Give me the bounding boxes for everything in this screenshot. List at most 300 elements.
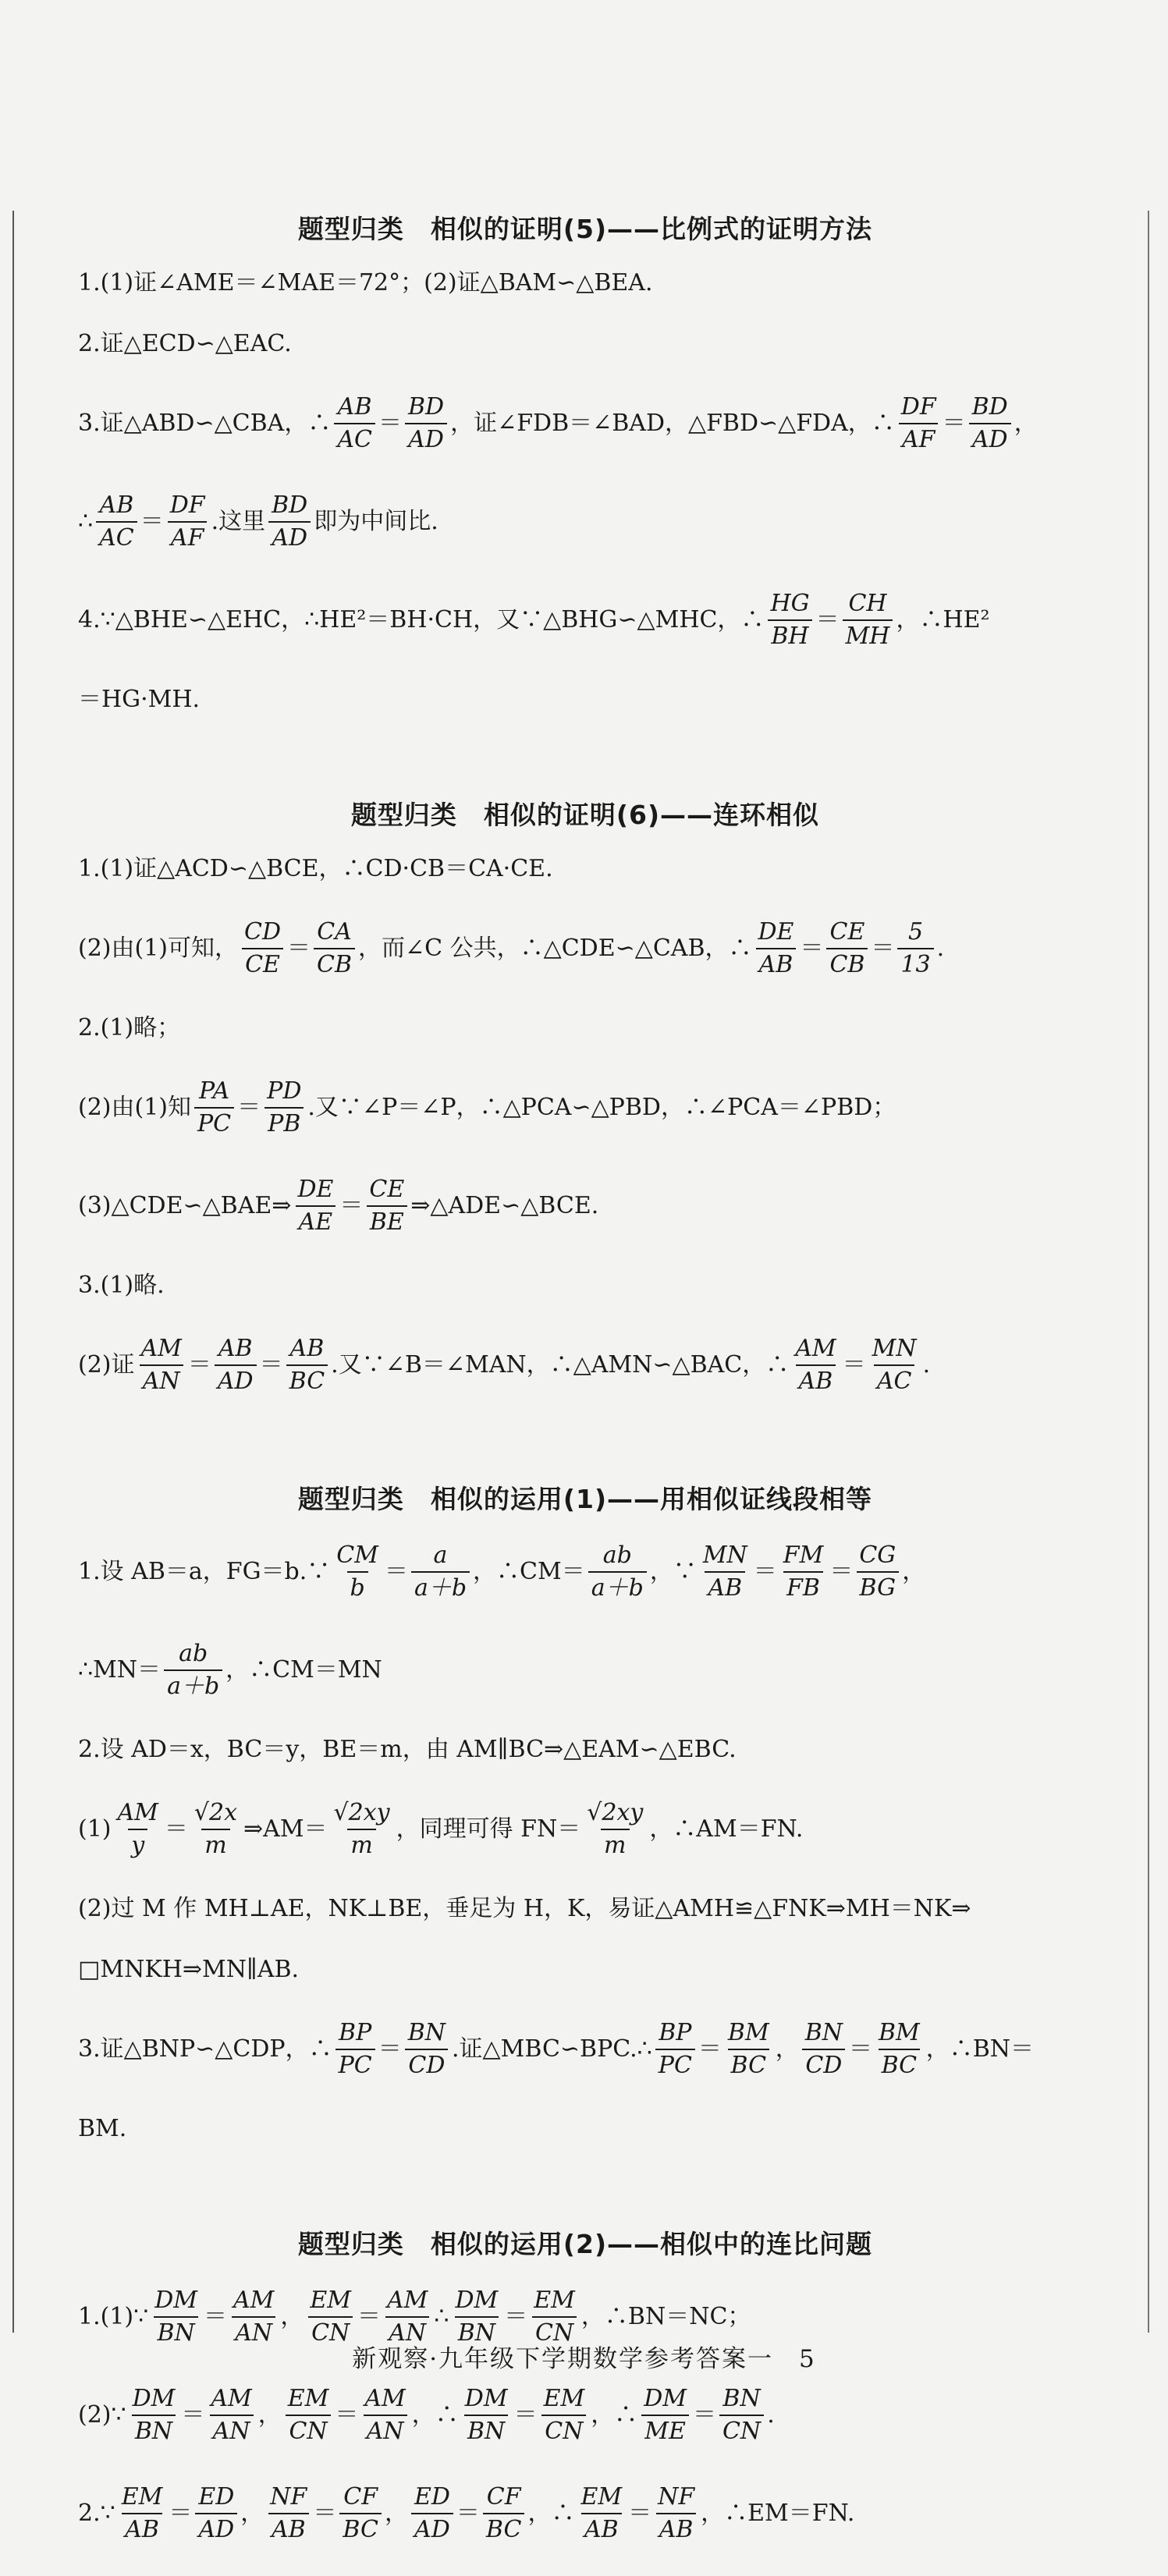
fraction-denominator: m <box>601 1829 629 1861</box>
text-segment: 3.证△BNP∽△CDP，∴ <box>78 2035 332 2063</box>
section-heading: 题型归类 相似的运用(1)——用相似证线段相等 <box>297 1484 873 1514</box>
text-segment: ，∴BN＝ <box>925 2035 1035 2063</box>
fraction <box>826 917 868 981</box>
answer-line <box>78 1011 1092 1045</box>
fraction-denominator: m <box>201 1829 229 1861</box>
text-segment: ＝ <box>187 1351 211 1378</box>
fraction-denominator: CN <box>719 2415 764 2447</box>
text-segment: ＝ <box>829 1558 854 1585</box>
answer-line <box>78 2112 1092 2146</box>
fraction-numerator: DM <box>455 2287 499 2314</box>
fraction <box>333 1540 382 1604</box>
fraction-numerator: PA <box>199 1077 230 1105</box>
section-spacer <box>78 743 1092 781</box>
text-segment: ＝ <box>848 2035 872 2063</box>
fraction <box>339 2482 382 2546</box>
text-segment: ＝ <box>815 606 840 633</box>
fraction-denominator: CB <box>826 948 868 981</box>
fraction <box>588 1540 647 1604</box>
fraction-numerator: 5 <box>908 918 924 946</box>
fraction <box>869 1333 920 1397</box>
text-segment: 2.(1)略； <box>78 1014 181 1041</box>
text-segment: ，同理可得 FN＝ <box>396 1815 581 1843</box>
fraction-denominator: PC <box>194 1107 234 1140</box>
fraction-numerator: DM <box>644 2385 687 2412</box>
fraction <box>285 2383 332 2447</box>
fraction-numerator: DM <box>464 2385 508 2412</box>
text-segment: ，∴BN＝NC； <box>580 2303 751 2330</box>
fraction <box>411 2482 453 2546</box>
fraction-denominator: AB <box>581 2513 622 2546</box>
fraction-denominator: PB <box>264 1107 304 1140</box>
answer-line <box>78 1892 1092 1926</box>
answer-line <box>78 1268 1092 1303</box>
answer-line <box>78 1794 1092 1865</box>
text-segment: . <box>936 935 945 962</box>
text-segment: 1.(1)∵ <box>78 2303 149 2330</box>
text-segment: ∴MN＝ <box>78 1656 162 1684</box>
fraction-denominator: PC <box>335 2049 375 2081</box>
fraction-denominator: ME <box>641 2415 689 2447</box>
text-segment: ＝ <box>800 935 824 962</box>
text-segment: ＝ <box>513 2401 538 2429</box>
text-segment: ，∴EM＝FN. <box>701 2500 855 2527</box>
text-segment: ＝ <box>164 1815 188 1843</box>
fraction-numerator: EM <box>534 2287 575 2314</box>
text-segment: ＝ <box>871 935 895 962</box>
text-segment: ， <box>902 1558 926 1585</box>
fraction <box>286 1333 328 1397</box>
fraction-denominator: AN <box>210 2415 254 2447</box>
fraction <box>405 2017 449 2081</box>
fraction <box>138 1333 185 1397</box>
fraction <box>334 392 375 456</box>
fraction-numerator: AM <box>211 2385 252 2412</box>
fraction-numerator: BP <box>339 2019 372 2046</box>
fraction-denominator: y <box>128 1829 147 1861</box>
fraction-denominator: 13 <box>897 948 933 981</box>
text-segment: 1.(1)证∠AME＝∠MAE＝72°；(2)证△BAM∽△BEA. <box>78 269 653 296</box>
fraction <box>366 1174 407 1238</box>
fraction <box>119 2482 166 2546</box>
fraction-numerator: DM <box>154 2287 197 2314</box>
fraction-numerator: EM <box>287 2385 329 2412</box>
text-segment: ＝ <box>698 2035 722 2063</box>
fraction-numerator: AM <box>387 2287 428 2314</box>
fraction-numerator: BD <box>272 491 308 519</box>
answer-line <box>78 683 1092 717</box>
fraction-denominator: AN <box>140 1364 183 1397</box>
text-segment: ＝ <box>237 1094 261 1121</box>
fraction-denominator: MH <box>843 619 893 652</box>
fraction-denominator: BC <box>483 2513 525 2546</box>
section-heading: 题型归类 相似的运用(2)——相似中的连比问题 <box>297 2229 873 2259</box>
text-segment: ，∴ <box>411 2401 459 2429</box>
text-segment: 4.∵△BHE∽△EHC，∴HE²＝BH·CH，又∵△BHG∽△MHC，∴ <box>78 606 765 633</box>
fraction-numerator: AM <box>364 2385 406 2412</box>
fraction-numerator: BM <box>727 2019 769 2046</box>
fraction-denominator: AB <box>705 1571 745 1604</box>
fraction-denominator: BN <box>132 2415 176 2447</box>
text-segment: ， <box>240 2500 264 2527</box>
fraction-denominator: BC <box>879 2049 921 2081</box>
fraction-numerator: √2x <box>193 1799 238 1826</box>
fraction <box>541 2383 588 2447</box>
fraction-denominator: CN <box>308 2316 353 2349</box>
fraction <box>405 392 447 456</box>
fraction <box>195 2482 237 2546</box>
fraction <box>655 2017 695 2081</box>
fraction-denominator: AC <box>874 1364 915 1397</box>
fraction-denominator: AD <box>195 2513 237 2546</box>
fraction-numerator: CD <box>244 918 282 946</box>
text-segment: □MNKH⇒MN∥AB. <box>78 1956 300 1983</box>
fraction <box>331 1797 393 1861</box>
text-segment: (2)由(1)可知， <box>78 935 238 962</box>
answer-line <box>78 1634 1092 1706</box>
fraction-numerator: √2xy <box>333 1799 390 1826</box>
text-segment: ＝ <box>287 935 311 962</box>
fraction-numerator: BM <box>878 2019 920 2046</box>
text-segment: 3.证△ABD∽△CBA，∴ <box>78 410 332 437</box>
fraction <box>294 1174 336 1238</box>
fraction-numerator: HG <box>770 590 810 617</box>
text-segment: ＝ <box>504 2303 528 2330</box>
text-segment: 3.(1)略. <box>78 1272 165 1299</box>
answer-line <box>78 852 1092 886</box>
fraction-denominator: CN <box>541 2415 586 2447</box>
text-segment: ＝ <box>181 2401 205 2429</box>
fraction-denominator: BC <box>339 2513 382 2546</box>
text-segment: 2.设 AD＝x，BC＝y，BE＝m，由 AM∥BC⇒△EAM∽△EBC. <box>78 1736 737 1763</box>
fraction-numerator: NF <box>270 2483 307 2510</box>
text-segment: ， <box>1014 410 1038 437</box>
fraction-numerator: CG <box>859 1542 896 1569</box>
fraction <box>268 490 311 554</box>
fraction-denominator: BC <box>728 2049 770 2081</box>
fraction <box>700 1540 751 1604</box>
fraction-denominator: AD <box>405 423 447 456</box>
fraction-numerator: BN <box>407 2019 446 2046</box>
fraction <box>767 588 812 652</box>
fraction <box>969 392 1011 456</box>
text-segment: . <box>922 1351 931 1378</box>
fraction <box>802 2017 846 2081</box>
fraction-numerator: EM <box>580 2483 623 2510</box>
text-segment: ＝ <box>842 1351 866 1378</box>
text-segment: ＝ <box>628 2500 652 2527</box>
right-margin-line <box>1148 211 1149 2333</box>
fraction-denominator: AD <box>969 423 1011 456</box>
fraction <box>792 1333 839 1397</box>
text-segment: ∴ <box>434 2303 449 2330</box>
fraction <box>164 1638 222 1702</box>
answer-line <box>78 584 1092 656</box>
answer-line <box>78 1072 1092 1144</box>
fraction <box>96 490 137 554</box>
fraction-numerator: EM <box>310 2287 352 2314</box>
fraction <box>719 2383 764 2447</box>
text-segment: ＝ <box>378 410 402 437</box>
text-segment: ＝HG·MH. <box>78 686 201 713</box>
text-segment: ，∴ <box>527 2500 575 2527</box>
fraction-numerator: CM <box>336 1542 378 1569</box>
fraction-denominator: AD <box>268 521 311 554</box>
fraction-numerator: AM <box>795 1335 836 1362</box>
fraction-numerator: MN <box>702 1542 747 1569</box>
text-segment: .又∵∠P＝∠P，∴△PCA∽△PBD，∴∠PCA＝∠PBD； <box>307 1094 896 1121</box>
fraction-numerator: BD <box>971 393 1008 420</box>
fraction-numerator: ab <box>179 1640 208 1667</box>
fraction-numerator: AB <box>218 1335 253 1362</box>
text-segment: ， <box>775 2035 799 2063</box>
fraction-numerator: BD <box>407 393 445 420</box>
text-segment: (2)由(1)知 <box>78 1094 191 1121</box>
fraction-numerator: DF <box>900 393 936 420</box>
text-segment: ＝ <box>357 2303 382 2330</box>
fraction-denominator: AE <box>296 1205 336 1238</box>
fraction-denominator: CN <box>532 2316 577 2349</box>
text-segment: (2)过 M 作 MH⊥AE，NK⊥BE，垂足为 H，K，易证△AMH≌△FNK⇒MH＝NK⇒ <box>78 1895 971 1922</box>
text-segment: ＝ <box>942 410 966 437</box>
fraction <box>875 2017 923 2081</box>
text-segment: . <box>767 2401 775 2429</box>
text-segment: ， <box>384 2500 408 2527</box>
section-heading: 题型归类 相似的证明(6)——连环相似 <box>350 800 820 830</box>
fraction <box>755 917 797 981</box>
answer-content <box>78 195 1092 2576</box>
fraction-numerator: a <box>433 1542 448 1569</box>
fraction-denominator: AN <box>232 2316 275 2349</box>
fraction <box>577 2482 625 2546</box>
answer-line <box>78 2478 1092 2549</box>
fraction-numerator: AM <box>140 1335 182 1362</box>
fraction-numerator: BP <box>659 2019 692 2046</box>
text-segment: ＝ <box>384 1558 408 1585</box>
fraction-denominator: BN <box>455 2316 499 2349</box>
fraction <box>335 2017 375 2081</box>
fraction-numerator: EM <box>121 2483 163 2510</box>
fraction-numerator: FM <box>783 1542 824 1569</box>
text-segment: 1.设 AB＝a，FG＝b.∵ <box>78 1558 331 1585</box>
text-segment: ，∴HE² <box>896 606 990 633</box>
text-segment: ，∴AM＝FN. <box>649 1815 804 1843</box>
left-margin-line <box>12 211 14 2333</box>
text-segment: ，∴CM＝ <box>473 1558 585 1585</box>
fraction-numerator: ED <box>414 2483 450 2510</box>
text-segment: (2)证 <box>78 1351 135 1378</box>
fraction-denominator: BN <box>464 2415 508 2447</box>
answer-line <box>78 2014 1092 2085</box>
fraction-numerator: ED <box>198 2483 235 2510</box>
answer-line <box>78 486 1092 558</box>
text-segment: ＝ <box>204 2303 227 2330</box>
fraction <box>167 490 208 554</box>
fraction-numerator: AB <box>289 1335 325 1362</box>
fraction-numerator: CF <box>486 2483 521 2510</box>
fraction-denominator: AF <box>168 521 207 554</box>
fraction-numerator: AB <box>337 393 372 420</box>
text-segment: 2.证△ECD∽△EAC. <box>78 330 292 357</box>
answer-line <box>78 1536 1092 1608</box>
fraction <box>267 2482 310 2546</box>
fraction <box>584 1797 646 1861</box>
fraction <box>843 588 893 652</box>
fraction <box>130 2383 179 2447</box>
fraction-numerator: BN <box>722 2385 761 2412</box>
fraction-numerator: CA <box>317 918 352 946</box>
fraction <box>194 1076 234 1140</box>
answer-line <box>78 388 1092 459</box>
fraction <box>641 2383 690 2447</box>
fraction <box>115 1797 162 1861</box>
fraction <box>483 2482 525 2546</box>
fraction-denominator: AC <box>334 423 375 456</box>
fraction-denominator: AN <box>385 2316 429 2349</box>
text-segment: ＝ <box>692 2401 716 2429</box>
fraction-numerator: AM <box>233 2287 275 2314</box>
text-segment: ，∴ <box>591 2401 638 2429</box>
fraction-denominator: AB <box>656 2513 697 2546</box>
page-footer: 新观察·九年级下学期数学参考答案一 5 <box>352 2345 816 2373</box>
fraction-numerator: EM <box>543 2385 585 2412</box>
answer-line <box>78 1733 1092 1767</box>
answer-line <box>78 913 1092 985</box>
fraction-denominator: AD <box>411 2513 453 2546</box>
fraction-numerator: CE <box>829 918 865 946</box>
text-segment: ＝ <box>378 2035 402 2063</box>
fraction-denominator: CB <box>314 948 355 981</box>
fraction-numerator: DM <box>132 2385 176 2412</box>
fraction-denominator: AC <box>96 521 137 554</box>
section-spacer <box>78 1428 1092 1465</box>
fraction-denominator: a＋b <box>588 1571 647 1604</box>
text-segment: 2.∵ <box>78 2500 115 2527</box>
answer-line <box>78 327 1092 361</box>
fraction-numerator: AM <box>117 1799 158 1826</box>
section-heading: 题型归类 相似的证明(5)——比例式的证明方法 <box>297 214 873 244</box>
text-segment: ， <box>280 2303 304 2330</box>
fraction-numerator: ab <box>602 1542 632 1569</box>
fraction <box>856 1540 899 1604</box>
text-segment: ＝ <box>339 1192 364 1219</box>
fraction-numerator: NF <box>658 2483 695 2510</box>
section-spacer <box>78 2173 1092 2210</box>
fraction-numerator: DF <box>169 491 205 519</box>
fraction-numerator: DE <box>758 918 794 946</box>
fraction-denominator: AB <box>756 948 797 981</box>
text-segment: ＝ <box>456 2500 480 2527</box>
text-segment: ＝ <box>335 2401 359 2429</box>
fraction-denominator: AN <box>364 2415 407 2447</box>
fraction-denominator: a＋b <box>164 1669 222 1702</box>
fraction-numerator: CF <box>343 2483 378 2510</box>
fraction-denominator: BC <box>286 1364 328 1397</box>
fraction <box>898 392 939 456</box>
fraction-denominator: m <box>347 1829 375 1861</box>
answer-line <box>78 266 1092 300</box>
fraction <box>897 917 933 981</box>
text-segment: ＝ <box>169 2500 193 2527</box>
text-segment: ，∴CM＝MN <box>225 1656 382 1684</box>
fraction-denominator: AD <box>215 1364 257 1397</box>
answer-line <box>78 1329 1092 1401</box>
fraction-numerator: PD <box>267 1077 302 1105</box>
fraction-denominator: CD <box>802 2049 845 2081</box>
text-segment: .又∵∠B＝∠MAN，∴△AMN∽△BAC，∴ <box>331 1351 790 1378</box>
fraction <box>780 1540 827 1604</box>
fraction <box>264 1076 304 1140</box>
text-segment: (3)△CDE∽△BAE⇒ <box>78 1192 292 1219</box>
fraction-denominator: FB <box>783 1571 823 1604</box>
fraction <box>208 2383 254 2447</box>
text-segment: .这里 <box>211 508 266 535</box>
text-segment: BM. <box>78 2115 127 2142</box>
text-segment: 即为中间比. <box>314 508 438 535</box>
fraction-numerator: BN <box>804 2019 843 2046</box>
fraction-denominator: a＋b <box>411 1571 470 1604</box>
fraction <box>411 1540 470 1604</box>
answer-line <box>78 1170 1092 1242</box>
fraction <box>462 2383 511 2447</box>
fraction-denominator: CN <box>286 2415 330 2447</box>
fraction-denominator: AB <box>268 2513 309 2546</box>
text-segment: ， <box>257 2401 282 2429</box>
fraction-denominator: BE <box>367 1205 407 1238</box>
fraction <box>361 2383 408 2447</box>
text-segment: 1.(1)证△ACD∽△BCE，∴CD·CB＝CA·CE. <box>78 855 553 882</box>
fraction-denominator: CD <box>405 2049 448 2081</box>
text-segment: ，证∠FDB＝∠BAD，△FBD∽△FDA，∴ <box>450 410 895 437</box>
text-segment: ＝ <box>753 1558 777 1585</box>
fraction-numerator: DE <box>297 1176 334 1203</box>
text-segment: ＝ <box>313 2500 337 2527</box>
text-segment: (1) <box>78 1815 112 1843</box>
fraction-numerator: √2xy <box>587 1799 644 1826</box>
fraction-denominator: BH <box>768 619 811 652</box>
fraction-denominator: AF <box>899 423 938 456</box>
fraction <box>241 917 284 981</box>
fraction-denominator: AB <box>796 1364 836 1397</box>
fraction <box>655 2482 698 2546</box>
fraction-denominator: PC <box>655 2049 695 2081</box>
text-segment: ＝ <box>259 1351 283 1378</box>
fraction <box>314 917 355 981</box>
fraction <box>215 1333 257 1397</box>
fraction-numerator: MN <box>872 1335 917 1362</box>
answer-line <box>78 2379 1092 2451</box>
text-segment: ⇒△ADE∽△BCE. <box>410 1192 599 1219</box>
text-segment: ＝ <box>140 508 164 535</box>
fraction-numerator: CE <box>369 1176 405 1203</box>
text-segment: (2)∵ <box>78 2401 126 2429</box>
text-segment: ，∵ <box>649 1558 697 1585</box>
answer-line <box>78 1953 1092 1987</box>
text-segment: ⇒AM＝ <box>243 1815 328 1843</box>
text-segment: ，而∠C 公共，∴△CDE∽△CAB，∴ <box>358 935 752 962</box>
text-segment: ∴ <box>78 508 94 535</box>
fraction-numerator: AB <box>99 491 134 519</box>
fraction <box>725 2017 772 2081</box>
fraction-denominator: AB <box>122 2513 162 2546</box>
fraction-numerator: CH <box>848 590 887 617</box>
fraction <box>191 1797 240 1861</box>
fraction-denominator: b <box>347 1571 368 1604</box>
fraction-denominator: CE <box>242 948 283 981</box>
fraction-denominator: BG <box>857 1571 900 1604</box>
text-segment: .证△MBC∽BPC.∴ <box>452 2035 652 2063</box>
fraction-denominator: BN <box>154 2316 197 2349</box>
